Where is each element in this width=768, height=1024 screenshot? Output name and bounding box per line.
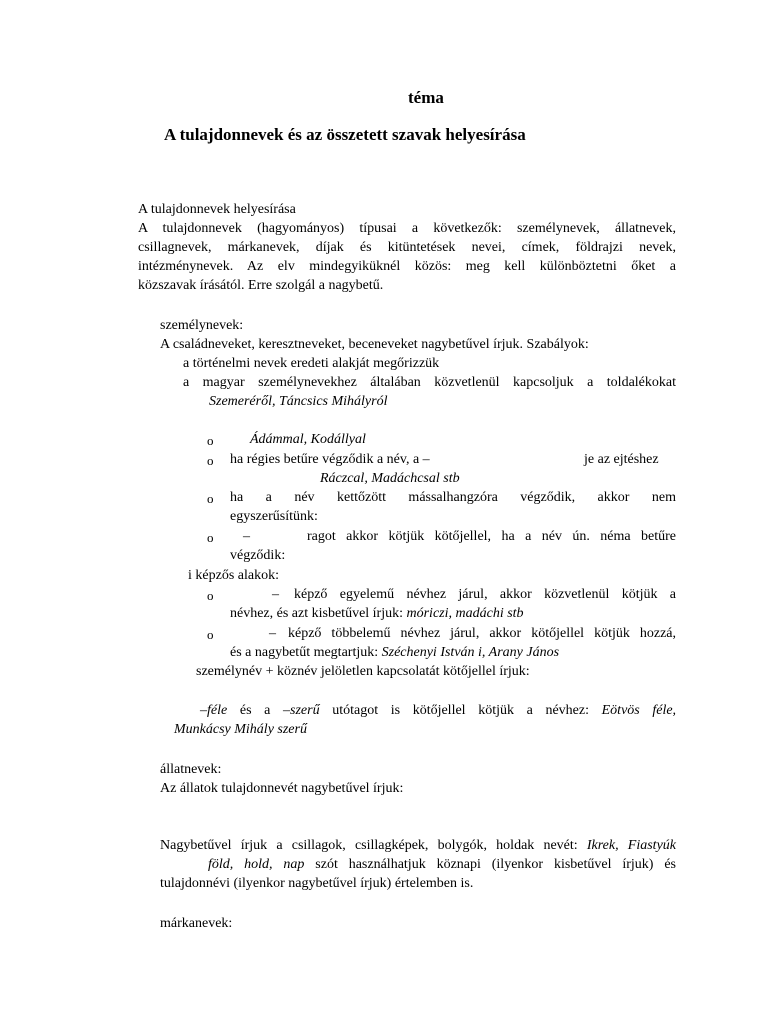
i-bullet-1: o	[207, 588, 214, 603]
bullet-2-text-b: je az ejtéshez	[584, 452, 659, 467]
rule-1: a történelmi nevek eredeti alakját megőrizzük	[183, 356, 440, 371]
i-bullet-1-dash: –	[272, 587, 279, 602]
persons-label: személynevek:	[160, 318, 244, 333]
intro-line-2: csillagnevek, márkanevek, díjak és kitüntetések nevei, címek, földrajzi nevek,	[138, 240, 676, 255]
i-suffix-label: i képzős alakok:	[188, 568, 279, 583]
i-bullet-2: o	[207, 627, 214, 642]
stars-line-1: Nagybetűvel írjuk a csillagok, csillagképek, bolygók, holdak nevét: Ikrek, Fiastyúk	[160, 838, 676, 853]
fele-rule-line-1: –féle és a –szerű utótagot is kötőjellel kötjük a névhez: Eötvös féle,	[200, 703, 677, 718]
bullet-4-line-1: ragot akkor kötjük kötőjellel, ha a név ún. néma betűre	[307, 529, 676, 544]
bullet-2-text-a: ha régies betűre végződik a név, a –	[230, 452, 430, 467]
i-bullet-2-line-1: képző többelemű névhez járul, akkor kötőjellel kötjük hozzá,	[288, 626, 676, 641]
bullet-2: o	[207, 453, 214, 468]
persons-line-1: A családneveket, keresztneveket, beceneveket nagybetűvel írjuk. Szabályok:	[160, 337, 589, 352]
i-bullet-1-line-2: névhez, és azt kisbetűvel írjuk: móriczi, madáchi stb	[230, 606, 524, 621]
fele-rule-line-2: Munkácsy Mihály szerű	[174, 722, 307, 737]
intro-line-3: intézménynevek. Az elv mindegyiküknél közös: meg kell különböztetni őket a	[138, 259, 676, 274]
compound-rule: személynév + köznév jelöletlen kapcsolatát kötőjellel írjuk:	[196, 664, 530, 679]
i-bullet-2-line-2: és a nagybetűt megtartjuk: Széchenyi István i, Arany János	[230, 645, 560, 660]
section-label: A tulajdonnevek helyesírása	[138, 202, 296, 217]
rule-2-example: Szemeréről, Táncsics Mihályról	[209, 394, 388, 409]
i-bullet-2-example: Széchenyi István i, Arany János	[381, 645, 560, 660]
page-title: A tulajdonnevek és az összetett szavak helyesírása	[164, 125, 526, 144]
brands-label: márkanevek:	[160, 916, 233, 931]
i-bullet-1-line-1: képző egyelemű névhez járul, akkor közvetlenül kötjük a	[294, 587, 676, 602]
bullet-4-line-2: végződik:	[230, 548, 286, 563]
animals-label: állatnevek:	[160, 762, 222, 777]
topic-heading: téma	[408, 88, 444, 107]
animals-line-1: Az állatok tulajdonnevét nagybetűvel írjuk:	[160, 781, 404, 796]
intro-line-1: A tulajdonnevek (hagyományos) típusai a következők: személynevek, állatnevek,	[138, 221, 676, 236]
bullet-1-example: Ádámmal, Kodállyal	[250, 432, 366, 447]
bullet-4-dash: –	[243, 529, 250, 544]
intro-line-4: közszavak írásától. Erre szolgál a nagybetű.	[138, 278, 384, 293]
bullet-3-line-2: egyszerűsítünk:	[230, 509, 318, 524]
bullet-3-line-1: ha a név kettőzött mássalhangzóra végződik, akkor nem	[230, 490, 676, 505]
rule-2: a magyar személynevekhez általában közvetlenül kapcsoljuk a toldalékokat	[183, 375, 676, 390]
bullet-1: o	[207, 433, 214, 448]
bullet-2-example: Ráczcal, Madáchcsal stb	[320, 471, 460, 486]
bullet-4: o	[207, 530, 214, 545]
stars-line-2: föld, hold, nap szót használhatjuk köznapi (ilyenkor kisbetűvel írjuk) és	[208, 857, 676, 872]
i-bullet-2-dash: –	[269, 626, 276, 641]
i-bullet-1-example: móriczi, madáchi stb	[406, 606, 524, 621]
bullet-3: o	[207, 491, 214, 506]
stars-line-3: tulajdonnévi (ilyenkor nagybetűvel írjuk) értelemben is.	[160, 876, 474, 891]
